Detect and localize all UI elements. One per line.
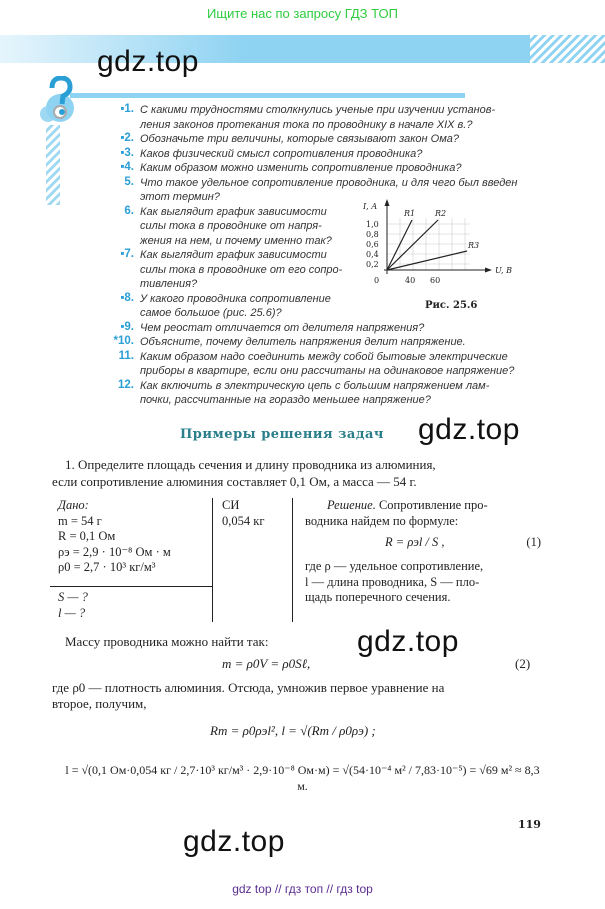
question-number: 12.	[118, 378, 134, 391]
question-text: приборы в квартире, если они рассчитаны на одинаковое напряжение?	[140, 365, 515, 377]
question-text: этот термин?	[140, 191, 220, 203]
problem-line: 1. Определите площадь сечения и длину проводника из алюминия,	[65, 457, 436, 472]
given-title: Дано:	[58, 498, 89, 512]
si-block	[222, 498, 264, 529]
line-r2	[387, 220, 438, 270]
y-tick: 0,4	[366, 250, 379, 259]
question-text: самое большое (рис. 25.6)?	[140, 307, 282, 319]
question-text: ления законов протекания тока по проводнику в начале XIX в.?	[140, 118, 473, 131]
question-number: ▪2.	[120, 132, 134, 144]
mass-line: Массу проводника можно найти так:	[65, 634, 269, 649]
given-rho-0: ρ0 = 2,7 · 10³ кг/м³	[58, 560, 156, 574]
y-tick: 0,8	[366, 230, 379, 239]
question-text: Как выглядит график зависимости	[140, 249, 327, 261]
table-divider	[212, 498, 213, 622]
find-l: l — ?	[58, 605, 86, 620]
r1-label: R1	[404, 209, 416, 218]
x-tick: 40	[405, 276, 416, 285]
x-axis-label: U, В	[495, 266, 512, 275]
question-item	[120, 320, 540, 336]
question-text: Как включить в электрическую цепь с большим напряжением лам-	[140, 379, 490, 392]
y-axis-label: I, А	[363, 202, 378, 211]
search-banner[interactable]: Ищите нас по запросу ГДЗ ТОП	[207, 6, 398, 21]
si-m: 0,054 кг	[222, 513, 265, 528]
question-number: ▪9.	[120, 320, 134, 333]
question-item	[120, 132, 540, 147]
question-number: 11.	[118, 349, 134, 362]
header-band	[0, 35, 605, 63]
questions-rule	[70, 93, 465, 98]
find-block	[58, 590, 88, 621]
question-text: силы тока в проводнике от его сопро-	[140, 263, 343, 276]
question-text: Каким образом надо соединить между собой бытовые электрические	[140, 350, 508, 363]
given-rho-e: ρэ = 2,9 · 10⁻⁸ Ом · м	[58, 544, 171, 559]
equation-2: m = ρ0V = ρ0Sℓ,	[222, 656, 311, 671]
question-text: тивления?	[140, 278, 198, 290]
question-item	[120, 103, 540, 132]
question-text: Что такое удельное сопротивление проводника, и для чего был введен	[140, 176, 518, 189]
header-stripes	[530, 35, 605, 63]
figure-25-6	[360, 198, 520, 298]
question-number: ▪7.	[120, 248, 134, 260]
question-number: 5.	[124, 175, 134, 188]
question-item	[118, 349, 540, 379]
given-block	[58, 498, 208, 576]
question-text: Каким образом можно изменить сопротивление проводника?	[140, 162, 462, 174]
section-title: Примеры решения задач	[180, 427, 384, 442]
table-divider	[292, 498, 293, 622]
question-text: Каков физический смысл сопротивления проводника?	[140, 147, 423, 160]
question-text: силы тока в проводнике от напря-	[140, 220, 322, 232]
solution-block: Решение. Сопротивление про- водника найдем по формуле: R = ρэl / S , (1) где ρ — удельное сопротивление, l — длина проводника, S — пло- щадь поперечного сечения.	[305, 498, 541, 604]
x-tick: 0	[374, 276, 380, 285]
mass-line: второе, получим,	[52, 696, 147, 711]
solution-label: Решение.	[327, 498, 376, 512]
y-tick: 1,0	[366, 220, 379, 229]
question-number: *10.	[113, 335, 134, 347]
line-r1	[387, 220, 412, 270]
question-icon	[38, 76, 78, 126]
question-text: Обозначьте три величины, которые связывают закон Ома?	[140, 133, 459, 145]
question-text: Чем реостат отличается от делителя напряжения?	[140, 321, 425, 334]
given-r: R = 0,1 Ом	[58, 529, 116, 543]
equation-1-number: (1)	[526, 535, 541, 549]
question-number: ▪8.	[120, 291, 134, 304]
watermark: gdz.top	[183, 825, 285, 858]
equation-2-number: (2)	[515, 656, 531, 671]
watermark: gdz.top	[357, 625, 459, 658]
question-text: У какого проводника сопротивление	[140, 292, 331, 305]
question-item	[120, 161, 540, 176]
r2-label: R2	[435, 209, 447, 218]
y-tick: 0,2	[366, 260, 379, 269]
r3-label: R3	[468, 241, 480, 250]
figure-caption: Рис. 25.6	[425, 300, 478, 311]
si-title: СИ	[222, 498, 240, 512]
question-text: С какими трудностями столкнулись ученые при изучении установ-	[140, 104, 496, 116]
question-item	[120, 146, 540, 162]
page-number: 119	[518, 818, 541, 831]
side-stripes	[46, 125, 60, 205]
question-item	[118, 378, 540, 408]
equation-3: Rm = ρ0ρэl², l = √(Rm / ρ0ρэ) ;	[210, 723, 376, 738]
question-number: ▪3.	[120, 146, 134, 159]
footer-links[interactable]: gdz top // гдз топ // гдз top	[232, 882, 373, 896]
given-m: m = 54 г	[58, 513, 102, 528]
find-s: S — ?	[58, 590, 88, 604]
question-number: ▪1.	[120, 103, 134, 115]
mass-line: где ρ0 — плотность алюминия. Отсюда, умножив первое уравнение на	[52, 680, 445, 695]
question-item	[124, 204, 356, 249]
equation-4: l = √(0,1 Ом·0,054 кг / 2,7·10³ кг/м³ · 2,9·10⁻⁸ Ом·м) = √(54·10⁻⁴ м² / 7,83·10⁻⁵) = √69 м² ≈ 8,3 м.	[65, 763, 540, 793]
y-tick: 0,6	[366, 240, 379, 249]
equation-1: R = ρэl / S ,	[385, 535, 445, 549]
question-text: Объясните, почему делитель напряжения делит напряжение.	[140, 336, 466, 348]
question-number: ▪4.	[120, 161, 134, 173]
question-text: почки, рассчитанные на гораздо меньшее напряжение?	[140, 394, 431, 406]
problem-line: если сопротивление алюминия составляет 0,1 Ом, а масса — 54 г.	[52, 474, 417, 489]
question-text: жения на нем, и почему именно так?	[140, 234, 332, 247]
watermark: gdz.top	[97, 45, 199, 78]
question-item	[120, 248, 356, 292]
question-text: Как выглядит график зависимости	[140, 205, 327, 218]
watermark: gdz.top	[418, 413, 520, 446]
question-item	[113, 335, 540, 350]
question-number: 6.	[124, 204, 134, 217]
x-tick: 60	[430, 276, 441, 285]
question-item	[120, 291, 356, 321]
table-divider	[50, 586, 213, 587]
